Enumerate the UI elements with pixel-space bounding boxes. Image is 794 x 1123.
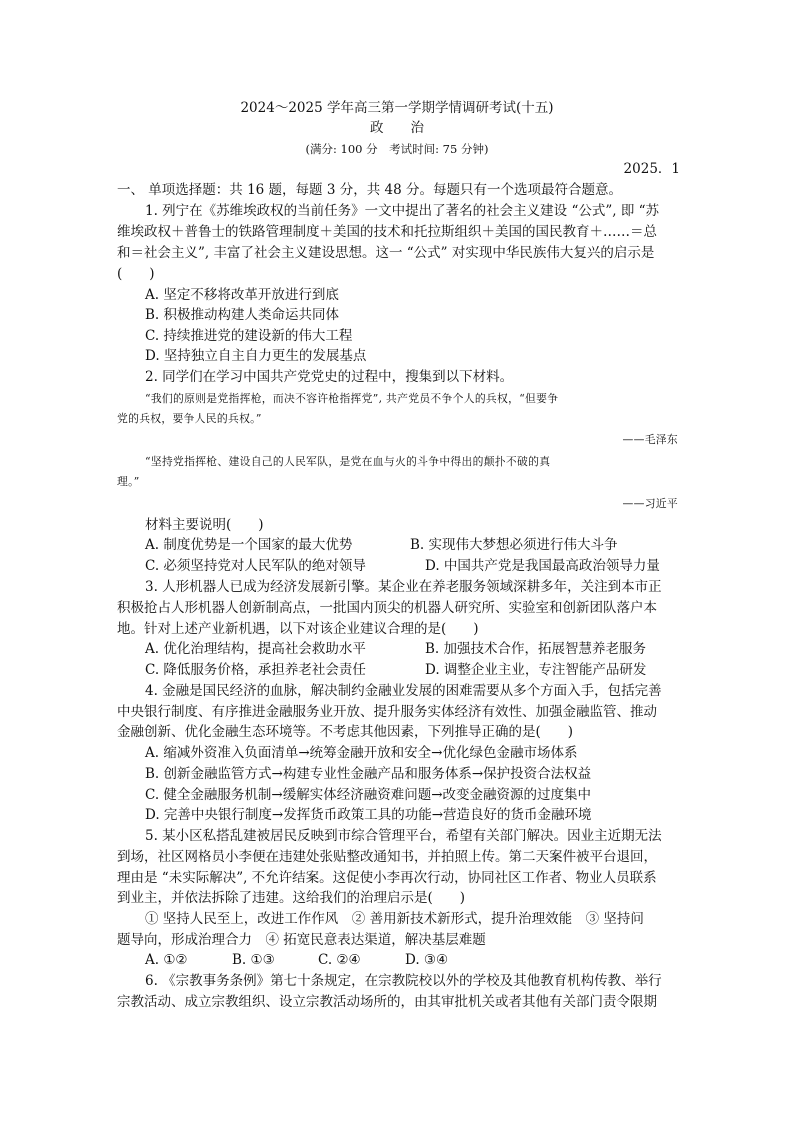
q2-option-a: A. 制度优势是一个国家的最大优势 (145, 537, 353, 553)
q4-line: 4. 金融是国民经济的血脉，解决制约金融业发展的困难需要从多个方面入手，包括完善 (145, 683, 662, 699)
q1-option-b: B. 积极推动构建人类命运共同体 (145, 307, 340, 323)
q5-line: 5. 某小区私搭乱建被居民反映到市综合管理平台，希望有关部门解决。因业主近期无法 (145, 828, 662, 844)
q3-option-b: B. 加强技术合作，拓展智慧养老服务 (425, 641, 647, 657)
q5-option-a: A. ①② (145, 952, 188, 968)
q1-line: 1. 列宁在《苏维埃政权的当前任务》一文中提出了著名的社会主义建设 “公式”, 即 “苏 (145, 203, 660, 219)
q4-line: 中央银行制度、有序推进金融服务业开放、提升服务实体经济有效性、加强金融监管、推动 (117, 704, 657, 720)
q3-option-c: C. 降低服务价格，承担养老社会责任 (145, 662, 366, 678)
q5-option-d: D. ③④ (405, 952, 449, 968)
q2-stem: 2. 同学们在学习中国共产党党史的过程中，搜集到以下材料。 (145, 369, 514, 385)
q4-line: 金融创新、优化金融生态环境等。不考虑其他因素，下列推导正确的是( ) (117, 724, 574, 740)
q5-option-b: B. ①③ (232, 952, 275, 968)
q5-option-c: C. ②④ (318, 952, 361, 968)
q1-option-c: C. 持续推进党的建设新的伟大工程 (145, 328, 353, 344)
exam-info: (满分: 100 分 考试时间: 75 分钟) (305, 142, 489, 156)
q2-quote2-line: “坚持党指挥枪、建设自己的人民军队，是党在血与火的斗争中得出的颠扑不破的真 (145, 455, 551, 468)
q4-option-a: A. 缩减外资准入负面清单→统筹金融开放和安全→优化绿色金融市场体系 (145, 745, 578, 761)
q1-line: 和＝社会主义”, 丰富了社会主义建设思想。这一 “公式” 对实现中华民族伟大复兴的启示是 (117, 245, 655, 261)
q2-quote1-line: “我们的原则是党指挥枪，而决不容许枪指挥党”, 共产党员不争个人的兵权，“但要争 (145, 392, 559, 405)
q4-option-b: B. 创新金融监管方式→构建专业性金融产品和服务体系→保护投资合法权益 (145, 766, 592, 782)
q6-line: 宗教活动、成立宗教组织、设立宗教活动场所的，由其审批机关或者其他有关部门责令限期 (117, 994, 657, 1010)
exam-title: 2024～2025 学年高三第一学期学情调研考试(十五) (240, 100, 554, 116)
q4-option-c: C. 健全金融服务机制→缓解实体经济融资难问题→改变金融资源的过度集中 (145, 787, 592, 803)
subject-title: 政 治 (370, 120, 424, 136)
q6-line: 6. 《宗教事务条例》第七十条规定，在宗教院校以外的学校及其他教育机构传教、举行 (145, 973, 662, 989)
q4-option-d: D. 完善中央银行制度→发挥货币政策工具的功能→营造良好的货币金融环境 (145, 807, 592, 823)
q5-line: 理由是 “未实际解决”, 不允许结案。这促使小李再次行动，协同社区工作者、物业人员联系 (117, 870, 657, 886)
q3-option-d: D. 调整企业主业，专注智能产品研发 (425, 662, 647, 678)
q5-line: ① 坚持人民至上，改进工作作风 ② 善用新技术新形式，提升治理效能 ③ 坚持问 (145, 911, 644, 927)
q2-option-b: B. 实现伟大梦想必须进行伟大斗争 (410, 537, 618, 553)
q2-option-d: D. 中国共产党是我国最高政治领导力量 (425, 558, 660, 574)
q2-quote1-line: 党的兵权，要争人民的兵权。” (117, 412, 262, 425)
q2-source2: ——习近平 (622, 497, 678, 510)
q1-option-a: A. 坚定不移将改革开放进行到底 (145, 287, 339, 303)
q3-line: 地。针对上述产业新机遇，以下对该企业建议合理的是( ) (117, 621, 479, 637)
q5-line: 题导向，形成治理合力 ④ 拓宽民意表达渠道，解决基层难题 (117, 932, 486, 948)
exam-date: 2025．1 (623, 161, 680, 177)
q1-line: 维埃政权＋普鲁士的铁路管理制度＋美国的技术和托拉斯组织＋美国的国民教育＋……＝总 (117, 224, 657, 240)
q5-line: 到业主，并依法拆除了违建。这给我们的治理启示是( ) (117, 890, 466, 906)
q3-line: 积极抢占人形机器人创新制高点，一批国内顶尖的机器人研究所、实验室和创新团队落户本 (117, 600, 657, 616)
q3-line: 3. 人形机器人已成为经济发展新引擎。某企业在养老服务领域深耕多年，关注到本市正 (145, 579, 662, 595)
q5-line: 到场，社区网格员小李便在违建处张贴整改通知书，并拍照上传。第二天案件被平台退回， (117, 849, 657, 865)
q2-quote2-line: 理。” (117, 475, 140, 488)
q1-option-d: D. 坚持独立自主自力更生的发展基点 (145, 348, 367, 364)
section-heading: 一、 单项选择题：共 16 题，每题 3 分，共 48 分。每题只有一个选项最符合题意。 (117, 182, 622, 198)
q2-question: 材料主要说明( ) (145, 517, 264, 533)
q2-option-c: C. 必须坚持党对人民军队的绝对领导 (145, 558, 366, 574)
q2-source1: ——毛泽东 (622, 433, 678, 446)
q1-line: ( ) (117, 266, 155, 282)
q3-option-a: A. 优化治理结构，提高社会救助水平 (145, 641, 366, 657)
